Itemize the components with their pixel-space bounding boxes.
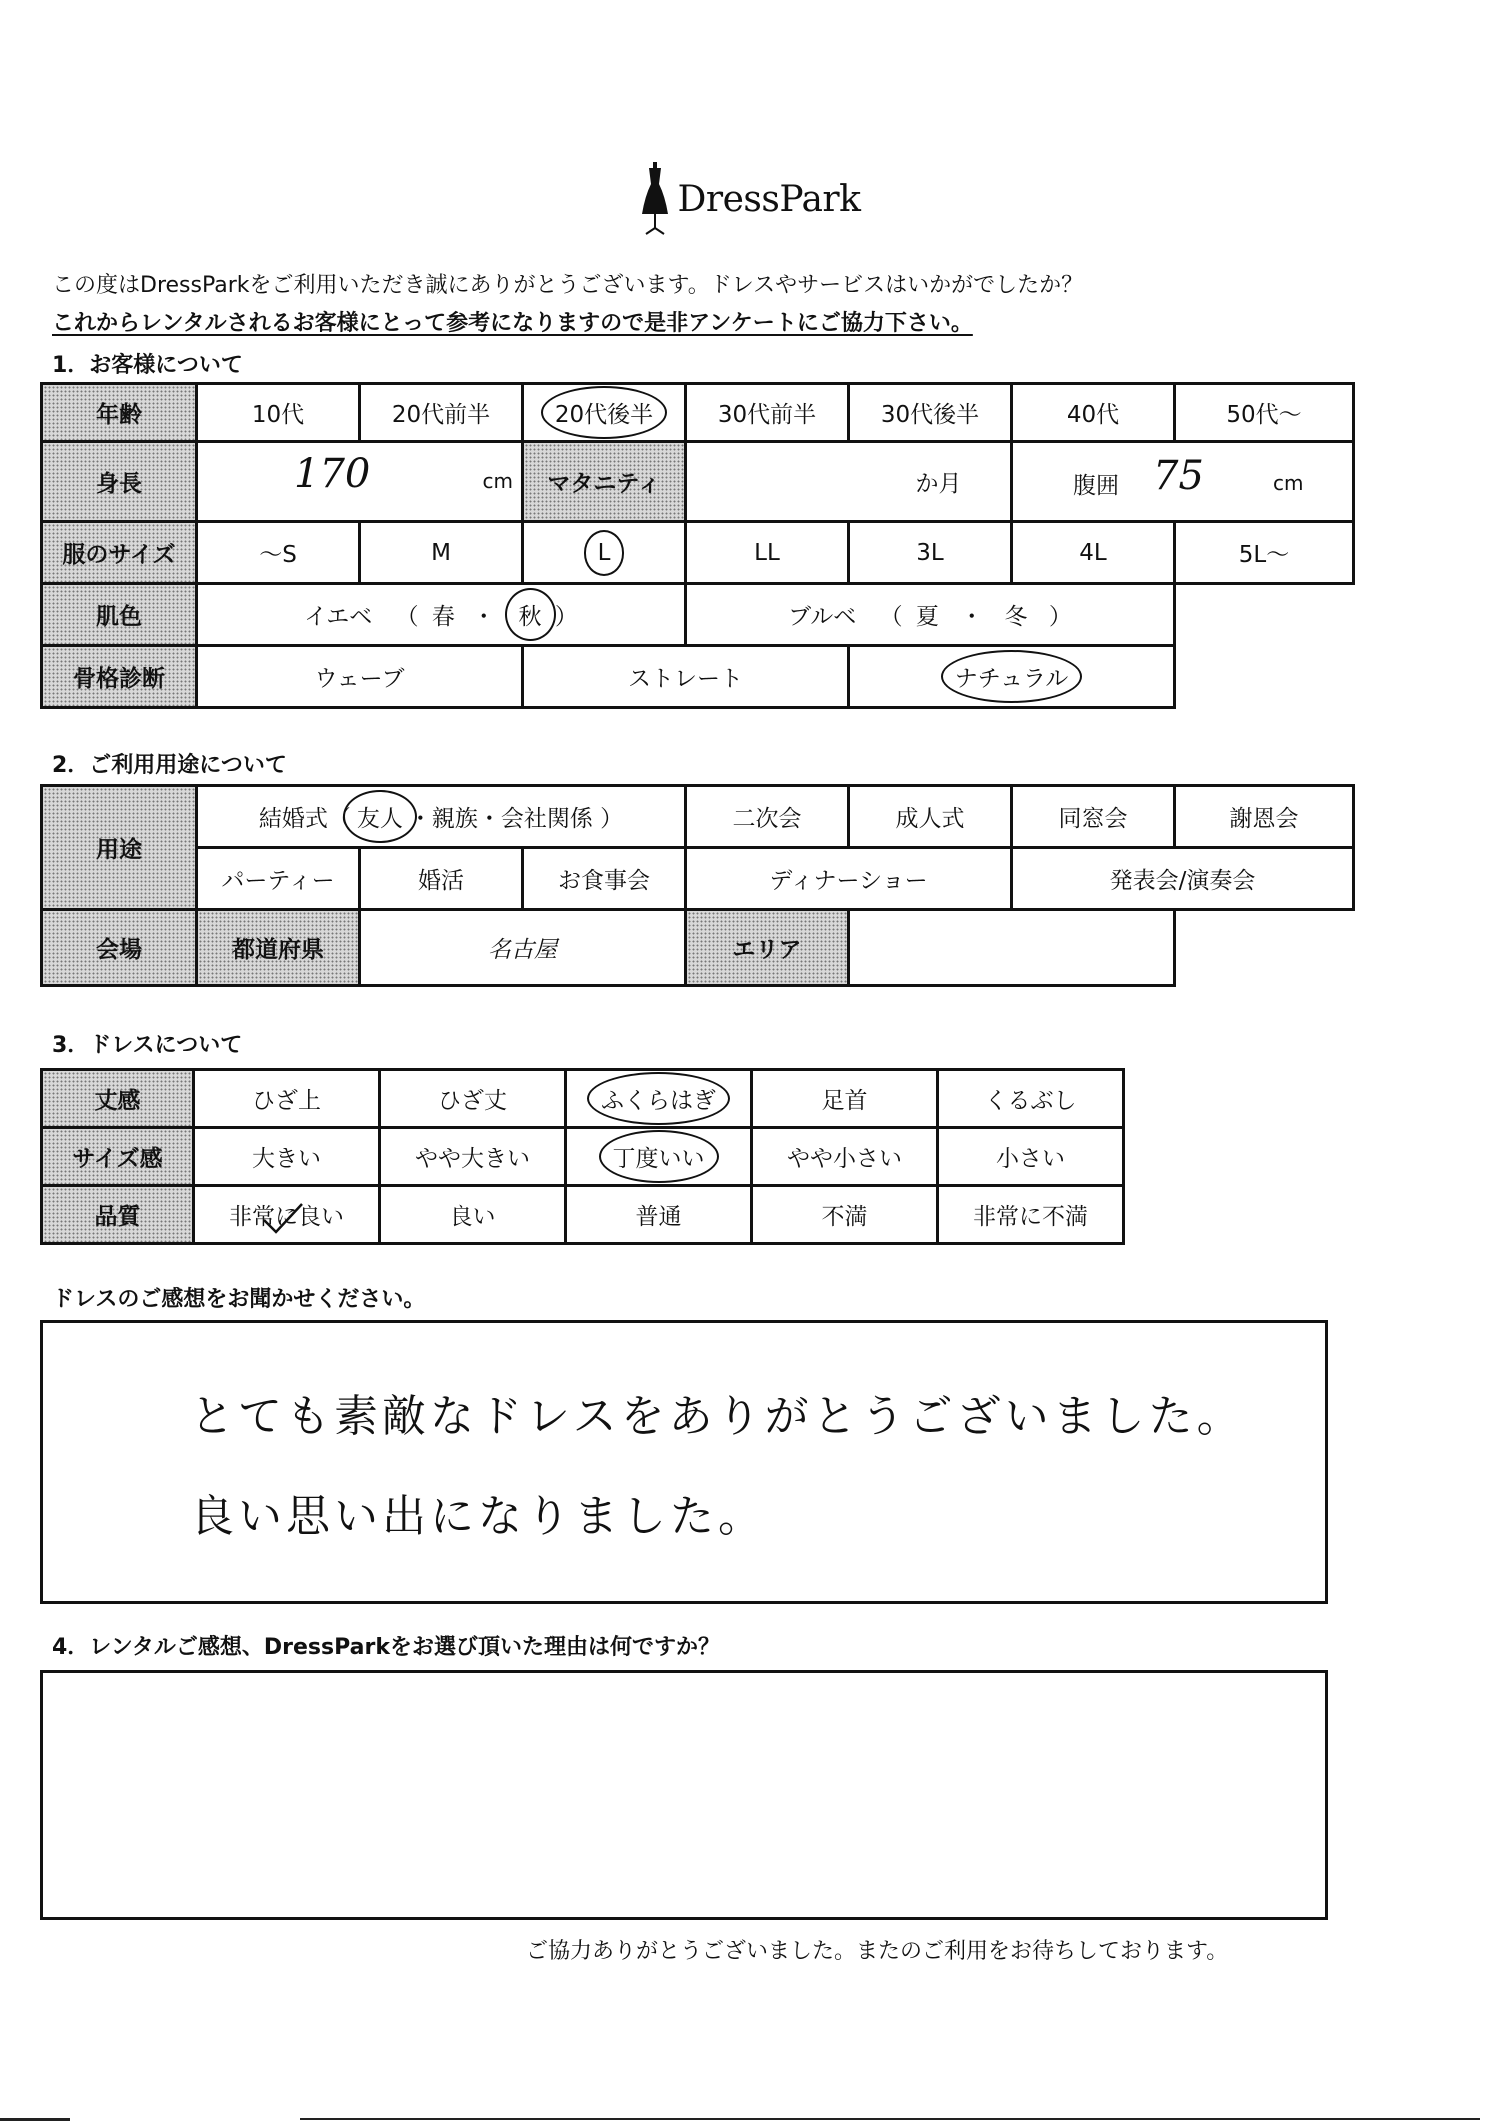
skin-yellow-option[interactable] xyxy=(197,584,686,646)
quality-row xyxy=(42,1186,1124,1244)
prefecture-label: 都道府県 xyxy=(197,910,360,986)
fit-option[interactable]: やや大きい xyxy=(380,1128,566,1186)
empty-cell xyxy=(1175,584,1354,646)
length-option[interactable]: ひざ上 xyxy=(194,1070,380,1128)
impression-label: ドレスのご感想をお聞かせください。 xyxy=(52,1287,426,1312)
fit-option[interactable]: 大きい xyxy=(194,1128,380,1186)
wedding-prefix: 結婚式（ xyxy=(258,806,351,832)
fit-option[interactable]: やや小さい xyxy=(752,1128,938,1186)
brand-logo xyxy=(0,162,1500,252)
skin-blue-label: ブルベ xyxy=(788,604,857,630)
skin-winter: 冬 xyxy=(1004,604,1028,630)
height-label: 身長 xyxy=(42,442,197,522)
paren-open: （ xyxy=(879,604,903,630)
waist-field[interactable] xyxy=(1012,442,1354,522)
age-label: 年齢 xyxy=(42,384,197,442)
size-option[interactable]: 3L xyxy=(849,522,1012,584)
purpose-label: 用途 xyxy=(42,786,197,910)
reason-box[interactable] xyxy=(40,1670,1328,1920)
intro-line-2: これからレンタルされるお客様にとって参考になりますので是非アンケートにご協力下さい。 xyxy=(52,311,973,336)
usage-table xyxy=(40,784,1355,987)
size-option[interactable]: LL xyxy=(686,522,849,584)
size-label: 服のサイズ xyxy=(42,522,197,584)
height-row xyxy=(42,442,1354,522)
length-label: 丈感 xyxy=(42,1070,194,1128)
age-option-selected[interactable] xyxy=(523,384,686,442)
quality-selected-text: 非常に良い xyxy=(229,1204,344,1230)
height-field[interactable] xyxy=(197,442,523,522)
impression-line-1: とても素敵なドレスをありがとうございました。 xyxy=(190,1391,1245,1442)
age-option[interactable]: 10代 xyxy=(197,384,360,442)
selection-circle: L xyxy=(592,540,617,566)
length-option[interactable]: くるぶし xyxy=(938,1070,1124,1128)
skin-blue-option[interactable] xyxy=(686,584,1175,646)
bone-row xyxy=(42,646,1354,708)
waist-label: 腹囲 xyxy=(1073,473,1119,499)
closing-message: ご協力ありがとうございました。またのご利用をお待ちしております。 xyxy=(526,1939,1229,1964)
purpose-option[interactable]: 二次会 xyxy=(686,786,849,848)
purpose-option[interactable]: 成人式 xyxy=(849,786,1012,848)
section-2-title: 2．ご利用用途について xyxy=(52,753,287,778)
purpose-option[interactable]: お食事会 xyxy=(523,848,686,910)
bone-option[interactable]: ストレート xyxy=(523,646,849,708)
dress-table xyxy=(40,1068,1125,1245)
purpose-option[interactable]: 婚活 xyxy=(360,848,523,910)
selection-circle: 丁度いい xyxy=(607,1140,711,1173)
quality-option[interactable]: 良い xyxy=(380,1186,566,1244)
wedding-rest: ・親族・会社関係 ） xyxy=(408,806,624,832)
height-unit: cm xyxy=(482,469,513,493)
maternity-label: マタニティ xyxy=(523,442,686,522)
fit-label: サイズ感 xyxy=(42,1128,194,1186)
usage-row-2 xyxy=(42,848,1354,910)
purpose-option[interactable]: 謝恩会 xyxy=(1175,786,1354,848)
age-option[interactable]: 30代後半 xyxy=(849,384,1012,442)
maternity-field[interactable] xyxy=(686,442,1012,522)
size-option[interactable]: 4L xyxy=(1012,522,1175,584)
check-mark-icon xyxy=(258,1198,308,1238)
venue-row xyxy=(42,910,1354,986)
scan-artifact xyxy=(0,2118,70,2121)
size-option[interactable]: ～S xyxy=(197,522,360,584)
empty-cell xyxy=(1175,646,1354,708)
customer-table xyxy=(40,382,1355,709)
size-option-selected[interactable] xyxy=(523,522,686,584)
purpose-option[interactable]: パーティー xyxy=(197,848,360,910)
impression-box[interactable] xyxy=(40,1320,1328,1604)
waist-unit: cm xyxy=(1273,471,1304,495)
skin-spring: 春 xyxy=(431,604,455,630)
maternity-unit: か月 xyxy=(915,471,962,497)
section-4-title: 4．レンタルご感想、DressParkをお選び頂いた理由は何ですか？ xyxy=(52,1635,720,1660)
prefecture-field[interactable]: 名古屋 xyxy=(360,910,686,986)
wedding-option[interactable] xyxy=(197,786,686,848)
fit-option-selected[interactable] xyxy=(566,1128,752,1186)
length-option-selected[interactable] xyxy=(566,1070,752,1128)
length-option[interactable]: 足首 xyxy=(752,1070,938,1128)
size-option[interactable]: 5L～ xyxy=(1175,522,1354,584)
paren-open: （ xyxy=(395,604,419,630)
quality-option[interactable]: 普通 xyxy=(566,1186,752,1244)
bone-label: 骨格診断 xyxy=(42,646,197,708)
purpose-option[interactable]: 同窓会 xyxy=(1012,786,1175,848)
purpose-option[interactable]: 発表会/演奏会 xyxy=(1012,848,1354,910)
skin-autumn-selected: 秋 xyxy=(513,598,548,631)
bone-option[interactable]: ウェーブ xyxy=(197,646,523,708)
age-option[interactable]: 30代前半 xyxy=(686,384,849,442)
skin-yellow-label: イエベ xyxy=(304,604,373,630)
friend-selected: 友人 xyxy=(351,800,409,833)
dress-mannequin-icon xyxy=(640,162,670,236)
age-row xyxy=(42,384,1354,442)
waist-value: 75 xyxy=(1153,453,1204,499)
selection-circle: 20代後半 xyxy=(549,396,659,429)
selection-circle: ふくらはぎ xyxy=(595,1082,722,1115)
section-1-title: 1．お客様について xyxy=(52,353,243,378)
size-row xyxy=(42,522,1354,584)
age-option[interactable]: 40代 xyxy=(1012,384,1175,442)
purpose-option[interactable]: ディナーショー xyxy=(686,848,1012,910)
quality-option[interactable]: 不満 xyxy=(752,1186,938,1244)
paren-close: ） xyxy=(1048,604,1072,630)
usage-row-1 xyxy=(42,786,1354,848)
height-value: 170 xyxy=(294,451,371,497)
skin-summer: 夏 xyxy=(915,604,939,630)
separator-dot: ・ xyxy=(960,604,984,630)
skin-label: 肌色 xyxy=(42,584,197,646)
fit-option[interactable]: 小さい xyxy=(938,1128,1124,1186)
bone-option-selected[interactable] xyxy=(849,646,1175,708)
skin-row xyxy=(42,584,1354,646)
brand-name: DressPark xyxy=(677,178,861,220)
empty-cell xyxy=(1175,910,1354,986)
intro-line-1: この度はDressParkをご利用いただき誠にありがとうございます。ドレスやサービスはいかがでしたか？ xyxy=(52,273,1084,298)
quality-option[interactable]: 非常に不満 xyxy=(938,1186,1124,1244)
selection-circle: ナチュラル xyxy=(949,660,1075,693)
length-row xyxy=(42,1070,1124,1128)
scan-artifact xyxy=(300,2118,1480,2120)
fit-row xyxy=(42,1128,1124,1186)
impression-line-2: 良い思い出になりました。 xyxy=(190,1491,766,1542)
section-3-title: 3．ドレスについて xyxy=(52,1033,243,1058)
age-option[interactable]: 50代～ xyxy=(1175,384,1354,442)
area-field[interactable] xyxy=(849,910,1175,986)
age-option[interactable]: 20代前半 xyxy=(360,384,523,442)
venue-label: 会場 xyxy=(42,910,197,986)
size-option[interactable]: M xyxy=(360,522,523,584)
quality-label: 品質 xyxy=(42,1186,194,1244)
length-option[interactable]: ひざ丈 xyxy=(380,1070,566,1128)
area-label: エリア xyxy=(686,910,849,986)
paren-close: ） xyxy=(554,604,578,630)
separator-dot: ・ xyxy=(472,604,496,630)
